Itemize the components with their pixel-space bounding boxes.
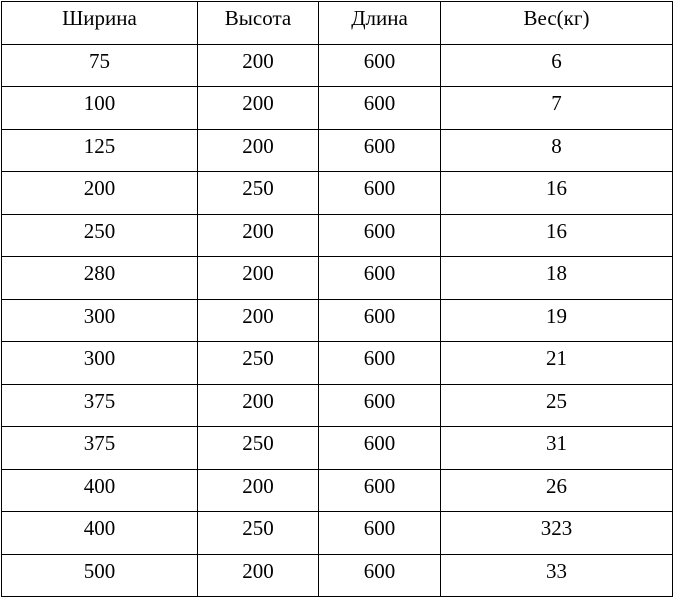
cell-width: 400 [2,469,198,512]
cell-width: 125 [2,129,198,172]
cell-length: 600 [319,299,441,342]
table-row [2,384,673,427]
cell-weight: 21 [441,342,673,385]
cell-length: 600 [319,129,441,172]
cell-height: 200 [198,299,319,342]
cell-width: 400 [2,512,198,555]
cell-width: 250 [2,214,198,257]
cell-length: 600 [319,172,441,215]
cell-weight: 323 [441,512,673,555]
cell-width: 300 [2,342,198,385]
header-length: Длина [319,2,441,45]
table-row [2,214,673,257]
cell-width: 100 [2,87,198,130]
cell-weight: 26 [441,469,673,512]
cell-height: 200 [198,469,319,512]
cell-weight: 25 [441,384,673,427]
cell-weight: 31 [441,427,673,470]
cell-height: 200 [198,214,319,257]
cell-width: 375 [2,384,198,427]
cell-weight: 18 [441,257,673,300]
header-weight: Вес(кг) [441,2,673,45]
table-row [2,342,673,385]
cell-length: 600 [319,87,441,130]
table-row [2,554,673,597]
cell-height: 200 [198,129,319,172]
cell-weight: 16 [441,214,673,257]
cell-length: 600 [319,512,441,555]
cell-weight: 16 [441,172,673,215]
cell-width: 375 [2,427,198,470]
table-row [2,257,673,300]
cell-length: 600 [319,44,441,87]
cell-weight: 7 [441,87,673,130]
table-row [2,299,673,342]
cell-weight: 19 [441,299,673,342]
cell-length: 600 [319,427,441,470]
header-width: Ширина [2,2,198,45]
cell-width: 300 [2,299,198,342]
table-row [2,87,673,130]
table-row [2,427,673,470]
table-row [2,512,673,555]
cell-length: 600 [319,384,441,427]
cell-height: 200 [198,87,319,130]
cell-width: 200 [2,172,198,215]
cell-height: 200 [198,257,319,300]
cell-height: 250 [198,342,319,385]
table-row [2,172,673,215]
cell-height: 250 [198,512,319,555]
cell-length: 600 [319,469,441,512]
table-row [2,129,673,172]
header-height: Высота [198,2,319,45]
cell-height: 200 [198,44,319,87]
cell-height: 250 [198,427,319,470]
cell-height: 250 [198,172,319,215]
cell-height: 200 [198,554,319,597]
cell-width: 500 [2,554,198,597]
cell-length: 600 [319,257,441,300]
cell-length: 600 [319,342,441,385]
dimensions-table [1,1,673,597]
cell-length: 600 [319,214,441,257]
cell-width: 280 [2,257,198,300]
table-row [2,44,673,87]
cell-weight: 6 [441,44,673,87]
table-body [2,44,673,597]
cell-width: 75 [2,44,198,87]
table-header-row [2,2,673,45]
cell-length: 600 [319,554,441,597]
table-row [2,469,673,512]
cell-height: 200 [198,384,319,427]
cell-weight: 8 [441,129,673,172]
cell-weight: 33 [441,554,673,597]
